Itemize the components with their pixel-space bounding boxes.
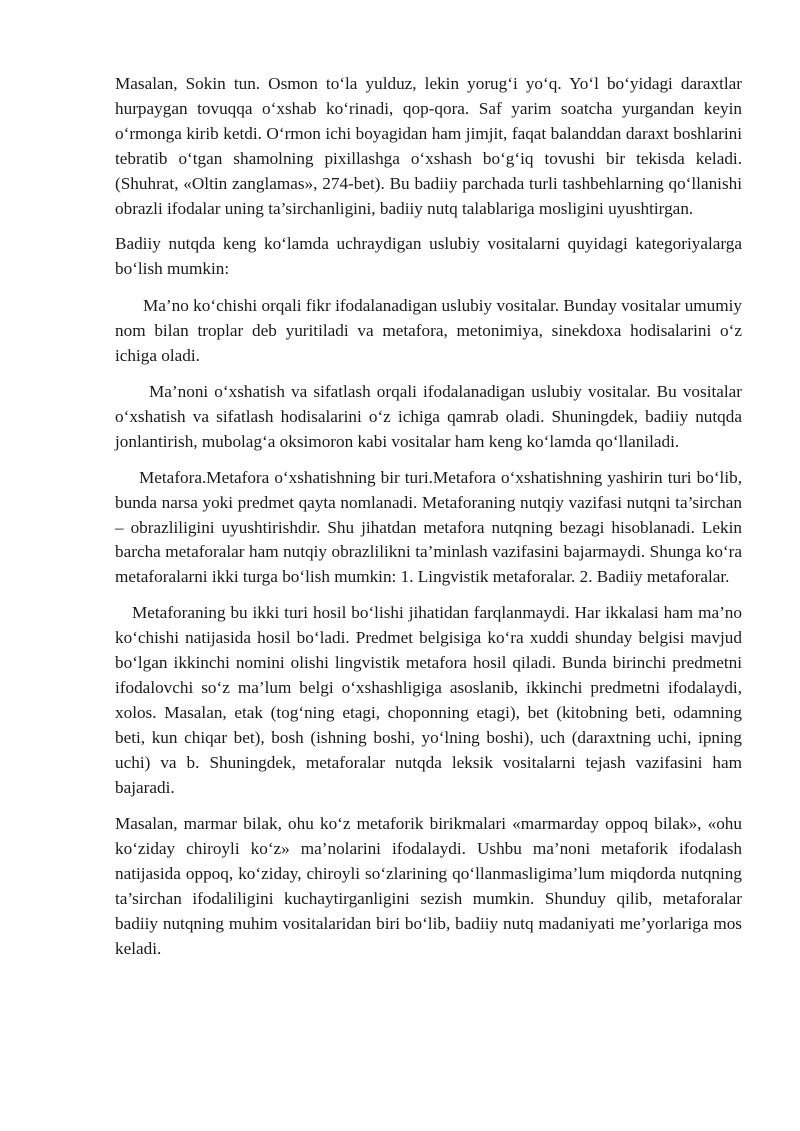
paragraph-oxshatish-sifatlash: Ma’noni o‘xshatish va sifatlash orqali ifodalanadigan uslubiy vositalar. Bu vositalar o‘xshatish va sifatlash hodisalarini o‘z ichiga qamrab oladi. Shuningdek, badiiy nutqda jonlantirish, mubolag‘a oksimoron kabi vositalar ham keng ko‘lamda qo‘llaniladi. [115,381,742,451]
paragraph-metafora-examples: Masalan, marmar bilak, ohu ko‘z metaforik birikmalari «marmarday oppoq bilak», «ohu ko‘ziday chiroyli ko‘z» ma’nolarini ifodalaydi. Ushbu ma’noni metaforik ifodalash natijasida oppoq, ko‘ziday, chiroyli so‘zlarining qo‘llanmasligima’lum miqdorda nutqning ta’sirchan ifodaliligini kuchaytirganligini sezish mumkin. Shunduy qilib, metaforalar badiiy nutqning muhim vositalaridan biri bo‘lib, badiiy nutq madaniyati me’yorlariga mos keladi. [115,814,742,958]
paragraph-metafora-types: Metaforaning bu ikki turi hosil bo‘lishi jihatidan farqlanmaydi. Har ikkalasi ham ma’no ko‘chishi natijasida hosil bo‘ladi. Predmet belgisiga ko‘ra xuddi shunday belgisi mavjud bo‘lgan ikkinchi nomini olishi lingvistik metafora hosil qiladi. Bunda birinchi predmetni ifodalovchi so‘z ma’lum belgi o‘xshashligiga asoslanib, ikkinchi predmetni ifodalaydi, xolos. Masalan, etak (tog‘ning etagi, choponning etagi), bet (kitobning beti, odamning beti, kun chiqar bet), bosh (ishning boshi, yo‘lning boshi), uch (daraxtning uchi, ipning uchi) va b. Shuningdek, metaforalar nutqda leksik vositalarni tejash vazifasini ham bajaradi. [115,603,742,797]
document-body [115,72,742,962]
paragraph-troplar: Ma’no ko‘chishi orqali fikr ifodalanadigan uslubiy vositalar. Bunday vositalar umumiy nom bilan troplar deb yuritiladi va metafora, metonimiya, sinekdoxa hodisalarini o‘z ichiga oladi. [115,296,742,366]
paragraph-categories-intro: Badiiy nutqda keng ko‘lamda uchraydigan uslubiy vositalarni quyidagi kategoriyalarga bo‘lish mumkin: [115,234,742,279]
paragraph-example-sokin-tun: Masalan, Sokin tun. Osmon to‘la yulduz, lekin yorug‘i yo‘q. Yo‘l bo‘yidagi daraxtlar hurpaygan tovuqqa o‘xshab ko‘rinadi, qop-qora. Saf yarim soatcha yurgandan keyin o‘rmonga kirib ketdi. O‘rmon ichi boyagidan ham jimjit, faqat balanddan daraxt boshlarini tebratib o‘tgan shamolning pixillashga o‘xshash bo‘g‘iq tovushi bir tekisda keladi. (Shuhrat, «Oltin zanglamas», 274-bet). Bu badiiy parchada turli tashbehlarning qo‘llanishi obrazli ifodalar uning ta’sirchanligini, badiiy nutq talablariga mosligini uyushtirgan. [115,74,742,218]
paragraph-metafora-definition: Metafora.Metafora o‘xshatishning bir turi.Metafora o‘xshatishning yashirin turi bo‘lib, bunda narsa yoki predmet qayta nomlanadi. Metaforaning nutqiy vazifasi nutqni ta’sirchan – obrazliligini uyushtirishdir. Shu jihatdan metafora nutqning bezagi hisoblanadi. Lekin barcha metaforalar ham nutqiy obrazlilikni ta’minlash vazifasini bajarmaydi. Shunga ko‘ra metaforalarni ikki turga bo‘lish mumkin: 1. Lingvistik metaforalar. 2. Badiiy metaforalar. [115,467,742,587]
